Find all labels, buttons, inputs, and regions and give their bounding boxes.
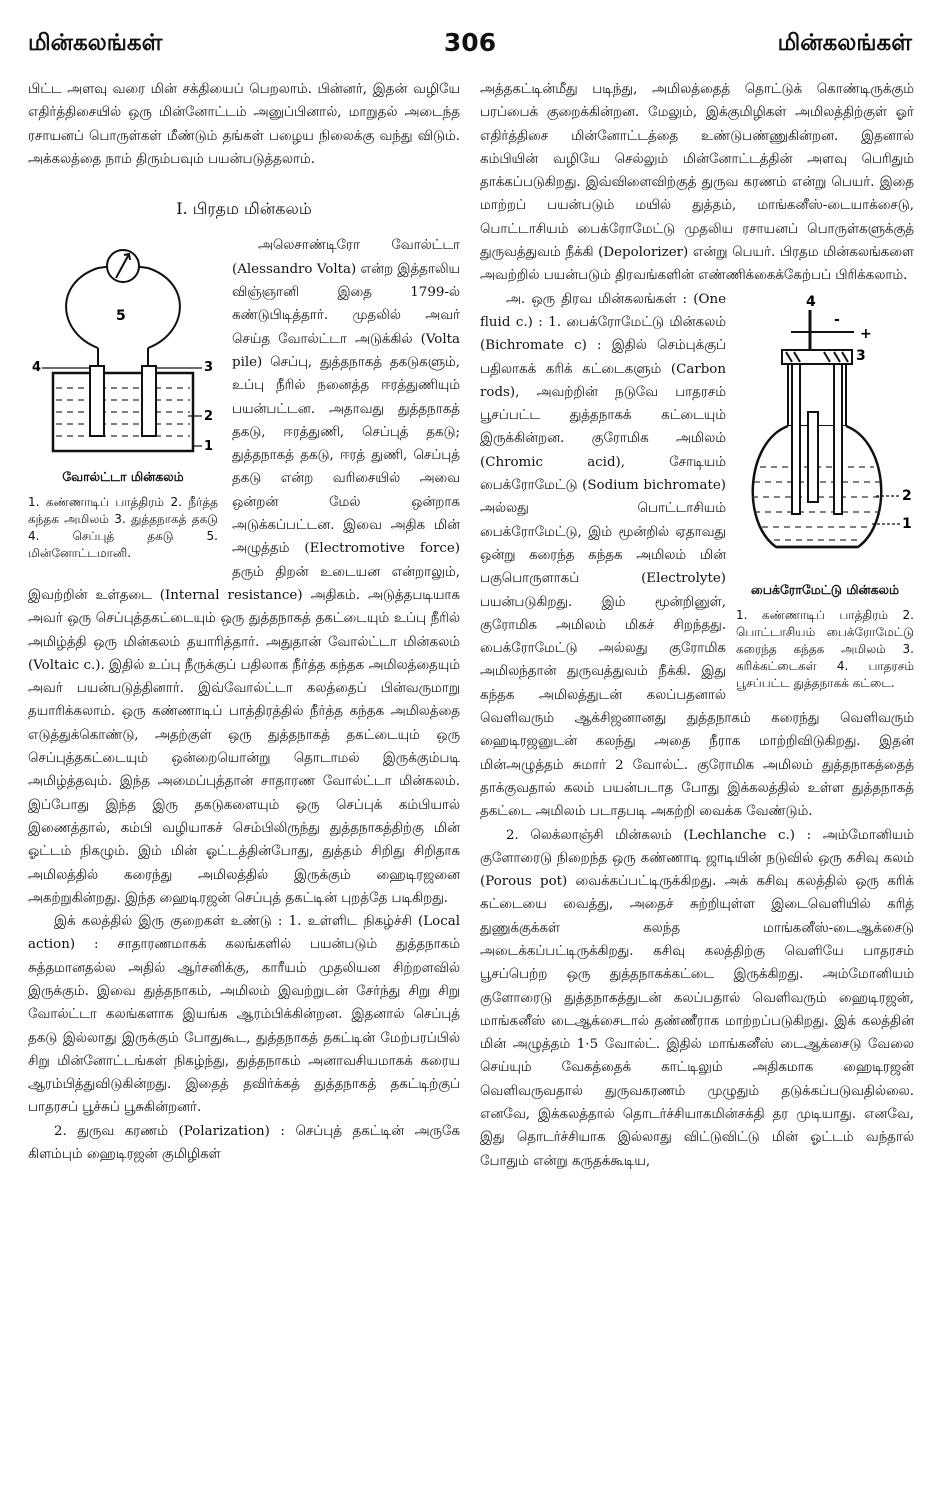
figure-label: - [834,311,840,328]
figure-label: + [860,325,872,342]
volta-cell-diagram [28,238,218,458]
paragraph: இக் கலத்தில் இரு குறைகள் உண்டு : 1. உள்ளிட நிகழ்ச்சி (Local action) : சாதாரணமாகக் கலங்களில் பயன்படும் துத்தநாகம் சுத்தமானதல்ல அதில் ஆர்சனிக்கு, காரீயம் முதலியன சிற்றளவில் இருக்கும். இவை துத்தநாகம், அமிலம் இவற்றுடன் சேர்ந்து சிறு சிறு வோல்ட்டா கலங்களாக இயங்க ஆரம்பிக்கின்றன. இதனால் செப்புத் தகடு இல்லாது இருக்கும் போதுகூட, துத்தநாகத் தகட்டின் மேற்பரப்பில் சிறு மின்னோட்டங்கள் நிகழ்ந்து, துத்தநாகம் அனாவசியமாகக் கரைய ஆரம்பித்துவிடுகின்றது. இதைத் தவிர்க்கத் துத்தநாகத் தகட்டிற்குப் பாதரசப் பூச்சுப் பூசுகின்றனர். [28,914,460,1116]
bichromate-cell-figure [736,292,914,692]
figure-label: 3 [856,347,866,364]
volta-cell-figure [28,238,218,561]
figure-legend: 1. கண்ணாடிப் பாத்திரம் 2. நீர்த்த கந்தக அமிலம் 3. துத்தநாகத் தகடு 4. செப்புத் தகடு 5. மின்னோட்டமானி. [28,494,218,560]
figure-title: பைக்ரோமேட்டு மின்கலம் [750,581,900,597]
paragraph: அலெசாண்டிரோ வோல்ட்டா (Alessandro Volta) என்ற இத்தாலிய விஞ்ஞானி இதை 1799-ல் கண்டுபிடித்தார். முதலில் அவர் செய்த வோல்ட்டா அடுக்கில் (Volta pile) செப்பு, துத்தநாகத் தகடுகளும், உப்பு நீரில் நனைத்த ஈரத்துணியும் பயன்பட்டன. அதாவது துத்தநாகத் தகடு, ஈரத்துணி, செப்புத் தகடு; துத்தநாகத் தகடு, ஈரத் துணி, செப்புத் தகடு என்ற வரிசையில் அவை ஒன்றன் மேல் ஒன்றாக அடுக்கப்பட்டன. இவை அதிக மின் அழுத்தம் (Electromotive force) தரும் திறன் உடையன என்றாலும், இவற்றின் உள்தடை (Internal resistance) அதிகம். அடுத்தபடியாக அவர் ஒரு செப்புத்தகட்டையும் ஒரு துத்தநாகத் தகட்டையும் உப்பு நீரில் அமிழ்த்தி ஒரு மின்கலம் தயாரித்தார். அதுதான் வோல்ட்டா மின்கலம் (Voltaic c.). இதில் உப்பு நீருக்குப் பதிலாக நீர்த்த கந்தக அமிலத்தையும் அவர் பயன்படுத்தினார். இவ்வோல்ட்டா கலத்தைப் பின்வருமாறு தயாரிக்கலாம். ஒரு கண்ணாடிப் பாத்திரத்தில் நீர்த்த கந்தக அமிலத்தை எடுத்துக்கொண்டு, அதற்குள் ஒரு துத்தநாகத் தகட்டையும் ஒரு செப்புத்தகட்டையும் ஒன்றையொன்று தொடாமல் இருக்கும்படி அமிழ்த்தவும். இந்த அமைப்புத்தான் சாதாரண வோல்ட்டா மின்கலம். இப்போது இந்த இரு தகடுகளையும் ஒரு செப்புக் கம்பியால் இணைத்தால், கம்பி வழியாகச் செம்பிலிருந்து துத்தநாகத்திற்கு மின் ஓட்டம் நிகழும். இம் மின் ஓட்டத்தின்போது, துத்தம் சிறிது சிறிதாக அமிலத்தில் கரைந்து அமிலத்தில் இருக்கும் ஹைடிரஜனை அகற்றுகின்றது. இந்த ஹைடிரஜன் செப்புத் தகட்டின் புறத்தே படிகிறது. [28,238,460,906]
figure-label: 5 [116,308,126,325]
paragraph: பிட்ட அளவு வரை மின் சக்தியைப் பெறலாம். பின்னர், இதன் வழியே எதிர்த்திசையில் ஒரு மின்னோட்டம் அனுப்பினால், மாறுதல் அடைந்த ரசாயனப் பொருள்கள் மீண்டும் தங்கள் பழைய நிலைக்கு வந்து விடும். அக்கலத்தை நாம் திரும்பவும் பயன்படுத்தலாம். [28,82,460,167]
left-column [28,78,460,1166]
figure-label: 3 [204,360,214,376]
figure-label: 1 [204,439,214,455]
figure-legend: 1. கண்ணாடிப் பாத்திரம் 2. பொட்டாசியம் பைக்ரோமேட்டு கரைந்த கந்தக அமிலம் 3. கரிக்கட்டைகள் 4. பாதரசம் பூசப்பட்ட துத்தநாகக் கட்டை. [736,607,914,690]
section-title: I. பிரதம மின்கலம் [176,199,312,219]
paragraph: 2. துருவ கரணம் (Polarization) : செப்புத் தகட்டின் அருகே கிளம்பும் ஹைடிரஜன் குமிழிகள் [28,1123,460,1163]
figure-label: 2 [204,409,214,425]
running-header-right: மின்கலங்கள் [777,30,912,56]
bichromate-cell-diagram [736,292,914,572]
paragraph: அத்தகட்டின்மீது படிந்து, அமிலத்தைத் தொட்டுக் கொண்டிருக்கும் பரப்பைக் குறைக்கின்றன. மேலும், இக்குமிழிகள் அமிலத்திற்குள் ஓர் எதிர்த்திசை மின்னோட்டத்தை உண்டுபண்ணுகின்றன. இதனால் கம்பியின் வழியே செல்லும் மின்னோட்டத்தின் அளவு பெரிதும் தாக்கப்படுகிறது. இவ்விளைவிற்குத் துருவ கரணம் என்று பெயர். இதை மாற்றப் பயன்படும் மயில் துத்தம், மாங்கனீஸ்-டையாக்சைடு, பொட்டாசியம் பைக்ரோமேட்டு முதலிய ரசாயனப் பொருள்களுக்குத் துருவத்துவம் நீக்கி (Depolorizer) என்று பெயர். பிரதம மின்கலங்களை அவற்றில் பயன்படும் திரவங்களின் எண்ணிக்கைக்கேற்பப் பிரிக்கலாம். [480,82,914,284]
paragraph: 2. லெக்லாஞ்சி மின்கலம் (Lechlanche c.) : அம்மோனியம் குளோரைடு நிறைந்த ஒரு கண்ணாடி ஜாடியின் நடுவில் ஒரு கசிவு கலம் (Porous pot) வைக்கப்பட்டிருக்கிறது. அக் கசிவு கலத்தில் ஒரு கரிக் கட்டையை வைத்து, அதைச் சுற்றியுள்ள இடைவெளியில் கரித் துணுக்குக்கள் கலந்த மாங்கனீஸ்-டைஆக்சைடு அடைக்கப்பட்டிருக்கிறது. கசிவு கலத்திற்கு வெளியே பாதரசம் பூசப்பெற்ற ஒரு துத்தநாகக்கட்டை இருக்கிறது. அம்மோனியம் குளோரைடு துத்தநாகத்துடன் கலப்பதால் வெளிவரும் ஹைடிரஜன், மாங்கனீஸ் டைஆக்சைடால் தண்ணீராக மாற்றப்படுகிறது. இக் கலத்தின் மின் அழுத்தம் 1·5 வோல்ட். இதில் மாங்கனீஸ் டைஆக்சைடு வேலை செய்யும் வேகத்தைக் காட்டிலும் அதிகமாக ஹைடிரஜன் வெளிவருவதால் துருவகரணம் முழுதும் தடுக்கப்படுவதில்லை. எனவே, இக்கலத்தால் தொடர்ச்சியாகமின்சக்தி தர முடியாது. எனவே, இது தொடர்ச்சியாக இல்லாது விட்டுவிட்டு மின் ஓட்டம் வந்தால் போதும் என்று கருதக்கூடிய, [480,827,914,1169]
figure-label: 2 [902,487,912,504]
paragraph: அ. ஒரு திரவ மின்கலங்கள் : (One fluid c.) : 1. பைக்ரோமேட்டு மின்கலம் (Bichromate c) : இதில் செம்புக்குப் பதிலாகக் கரிக் கட்டைகளும் (Carbon rods), அவற்றின் நடுவே பாதரசம் பூசப்பட்ட துத்தநாகக் கட்டையும் இருக்கின்றன. குரோமிக அமிலம் (Chromic acid), சோடியம் பைக்ரோமேட்டு (Sodium bichromate) அல்லது பொட்டாசியம் பைக்ரோமேட்டு, இம் மூன்றில் ஏதாவது ஒன்று கரைந்த கந்தக அமிலம் மின் பகுபொருளாகப் (Electrolyte) பயன்படுகிறது. இம் மூன்றினுள், குரோமிக அமிலம் மிகச் சிறந்தது. பைக்ரோமேட்டு அல்லது குரோமிக அமிலந்தான் துருவத்துவம் நீக்கி. இது கந்தக அமிலத்துடன் கலப்பதனால் வெளிவரும் ஆக்சிஜனானது துத்தநாகம் கரைந்து வெளிவரும் ஹைடிரஜனுடன் கலந்து அதை நீராக மாற்றிவிடுகிறது. இதன் மின்அழுத்தம் சுமார் 2 வோல்ட். குரோமிக அமிலம் துத்தநாகத்தைத் தாக்குவதால் கலம் பயன்படாத போது இக்கலத்தில் உள்ள துத்தநாகத் தகட்டை அமிலம் படாதபடி அகற்றி வைக்க வேண்டும். [480,291,914,820]
figure-title: வோல்ட்டா மின்கலம் [62,468,184,484]
figure-label: 4 [32,360,42,376]
figure-label: 4 [806,293,816,310]
figure-label: 1 [902,515,912,532]
right-column [480,78,914,1173]
running-header-left: மின்கலங்கள் [28,30,163,56]
page-number: 306 [443,28,497,57]
